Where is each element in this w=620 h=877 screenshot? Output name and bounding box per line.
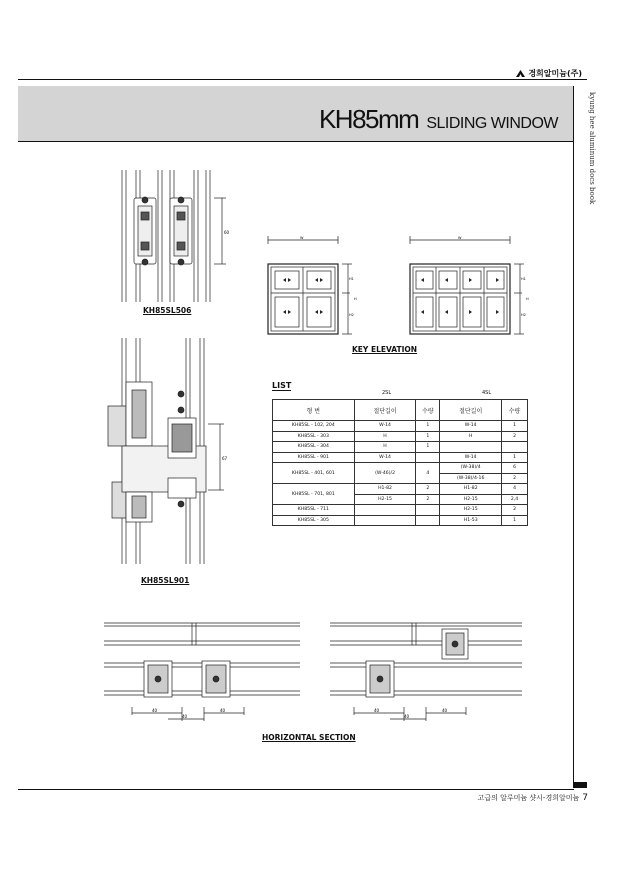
footer-text: 고급의 알루미늄 샷시-경희알미늄 xyxy=(477,794,580,802)
elev-left-w: W xyxy=(300,236,304,240)
elev-right-h: H xyxy=(526,297,529,301)
cell-len2: H xyxy=(354,442,416,453)
table-header-row xyxy=(273,400,528,421)
table-row xyxy=(273,442,528,453)
dim-h1: 40 xyxy=(152,708,158,713)
cell-len4 xyxy=(440,442,502,453)
horizontal-section-right xyxy=(326,615,526,727)
elev-right-h1: H1 xyxy=(521,277,526,281)
cut-list-table xyxy=(272,399,528,526)
table-row xyxy=(273,505,528,516)
cell-code: KH85SL - 304 xyxy=(273,442,355,453)
elevation-4sl xyxy=(404,234,534,338)
dim-h2: 40 xyxy=(182,714,188,719)
cell-len4: H xyxy=(440,431,502,442)
cell-code: KH85SL - 701, 801 xyxy=(273,484,355,505)
cell-qty4: 1 xyxy=(502,515,528,526)
header-qty-4sl: 수량 xyxy=(502,400,528,421)
cell-qty4: 2 xyxy=(502,505,528,516)
dim-h4: 40 xyxy=(374,708,380,713)
cell-qty2: 2 xyxy=(416,484,440,495)
brand-name: 경희알미늄(주) xyxy=(528,69,582,78)
cell-qty4: 2,4 xyxy=(502,494,528,505)
top-rule xyxy=(18,79,587,80)
table-row xyxy=(273,421,528,432)
cell-code: KH85SL - 102, 204 xyxy=(273,421,355,432)
elev-left-h2: H2 xyxy=(349,313,354,317)
cell-qty4: 6 xyxy=(502,463,528,474)
cell-qty2: 2 xyxy=(416,494,440,505)
elevation-2sl xyxy=(262,234,362,338)
group-2sl: 2SL xyxy=(382,390,392,396)
cell-len2: (W-46)/2 xyxy=(354,463,416,484)
group-4sl: 4SL xyxy=(482,390,492,396)
cell-code: KH85SL - 303 xyxy=(273,431,355,442)
cell-len2: W-14 xyxy=(354,421,416,432)
table-row xyxy=(273,452,528,463)
cell-code: KH85SL - 401, 601 xyxy=(273,463,355,484)
side-vertical-text: kyung hee aluminum docs book xyxy=(588,92,596,205)
cell-len2 xyxy=(354,515,416,526)
side-rule xyxy=(573,86,574,788)
cell-qty4: 2 xyxy=(502,431,528,442)
cell-len4: (W-38)/4 xyxy=(440,463,502,474)
dim-v901: 67 xyxy=(222,456,228,461)
cell-len4: W-14 xyxy=(440,421,502,432)
cell-qty2 xyxy=(416,505,440,516)
dim-h3: 40 xyxy=(220,708,226,713)
dim-v506: 60 xyxy=(224,230,230,235)
cell-qty2: 4 xyxy=(416,463,440,484)
cell-len4: H1-82 xyxy=(440,484,502,495)
cell-len2: W-14 xyxy=(354,452,416,463)
caption-horizontal-section: HORIZONTAL SECTION xyxy=(262,733,356,742)
caption-key-elevation: KEY ELEVATION xyxy=(352,345,418,354)
dim-h5: 40 xyxy=(404,714,410,719)
table-row xyxy=(273,463,528,474)
cell-len2: H2-15 xyxy=(354,494,416,505)
cell-len4: H2-15 xyxy=(440,505,502,516)
header-len-2sl: 절단길이 xyxy=(354,400,416,421)
cell-qty4: 4 xyxy=(502,484,528,495)
elev-left-h: H xyxy=(354,297,357,301)
elev-right-h2: H2 xyxy=(521,313,526,317)
cell-len4: H1-53 xyxy=(440,515,502,526)
cell-len4: H2-15 xyxy=(440,494,502,505)
brand xyxy=(516,68,582,79)
table-row xyxy=(273,431,528,442)
header-code: 형 번 xyxy=(273,400,355,421)
table-row xyxy=(273,515,528,526)
cell-qty4: 1 xyxy=(502,421,528,432)
caption-kh85sl506: KH85SL506 xyxy=(143,306,192,315)
cell-qty2: 1 xyxy=(416,442,440,453)
header-qty-2sl: 수량 xyxy=(416,400,440,421)
cell-qty4 xyxy=(502,442,528,453)
page-number: 7 xyxy=(582,793,588,803)
page-title xyxy=(319,104,558,135)
dim-h6: 40 xyxy=(442,708,448,713)
cell-code: KH85SL - 711 xyxy=(273,505,355,516)
cell-len4: W-14 xyxy=(440,452,502,463)
cell-qty4: 2 xyxy=(502,473,528,484)
elev-right-w: W xyxy=(458,236,462,240)
caption-kh85sl901: KH85SL901 xyxy=(141,576,190,585)
header-len-4sl: 절단길이 xyxy=(440,400,502,421)
horizontal-section-left xyxy=(104,615,304,727)
cell-qty2: 1 xyxy=(416,431,440,442)
cell-len2: H xyxy=(354,431,416,442)
cell-qty2 xyxy=(416,515,440,526)
cell-len4: (W-38)/4-16 xyxy=(440,473,502,484)
brand-logo-icon xyxy=(516,70,525,77)
list-title: LIST xyxy=(272,381,292,390)
cell-code: KH85SL - 305 xyxy=(273,515,355,526)
side-rule-end xyxy=(573,782,587,788)
vertical-section-901 xyxy=(108,338,248,574)
cell-len2: H1-82 xyxy=(354,484,416,495)
footer xyxy=(478,793,588,803)
bottom-rule xyxy=(18,789,574,790)
title-size: KH85mm xyxy=(318,104,419,134)
cell-code: KH85SL - 901 xyxy=(273,452,355,463)
elev-left-h1: H1 xyxy=(349,277,354,281)
cell-qty2: 1 xyxy=(416,421,440,432)
vertical-section-506 xyxy=(110,170,240,310)
cell-len2 xyxy=(354,505,416,516)
cell-qty2 xyxy=(416,452,440,463)
cell-qty4: 1 xyxy=(502,452,528,463)
table-row xyxy=(273,484,528,495)
title-name: SLIDING WINDOW xyxy=(426,115,558,132)
